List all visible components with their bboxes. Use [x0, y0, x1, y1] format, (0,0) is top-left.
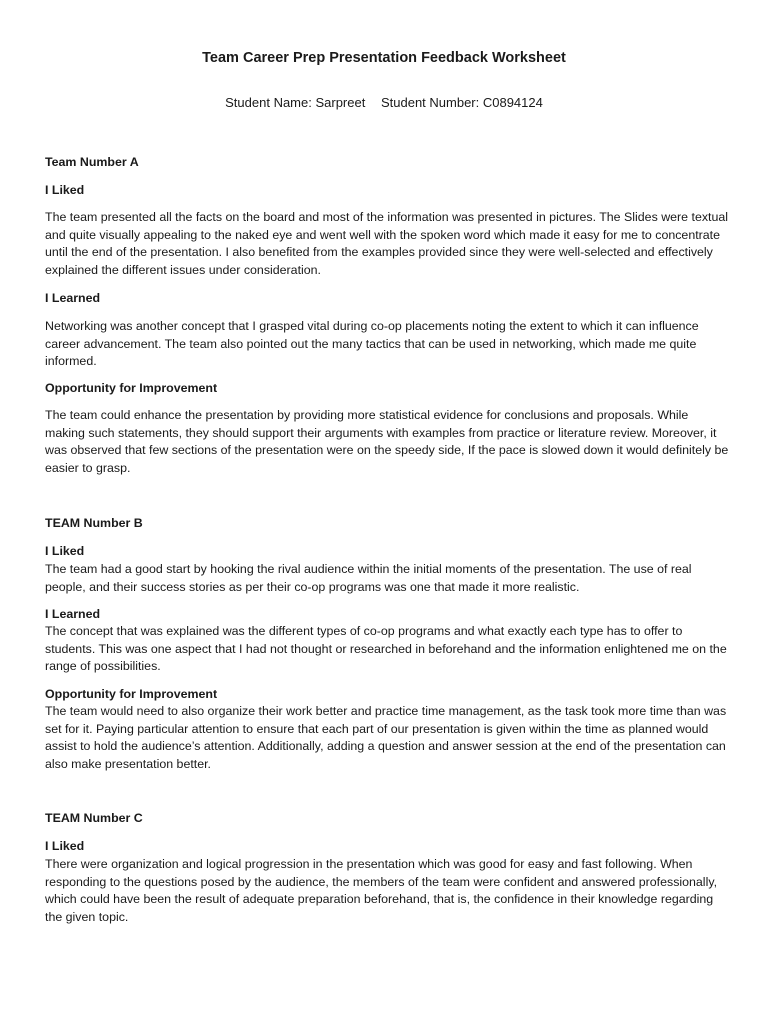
- student-number: Student Number: C0894124: [380, 95, 543, 110]
- team-a-improve-heading: Opportunity for Improvement: [45, 381, 218, 395]
- team-c-liked-heading: I Liked: [45, 839, 85, 853]
- team-b-learned-text: The concept that was explained was the different types of co-op programs and what exactly each type has to offer to students. This was one aspect that I had not thought or researched in beforehand and the information enlightened me on the range of possibilities.: [45, 624, 727, 673]
- team-a-improve-text: The team could enhance the presentation by providing more statistical evidence for conclusions and proposals. While making such statements, they should support their arguments with examples from practice or literature review. Moreover, it was observed that few sections of the presentation were on the speedy side, If the pace is slowed down it would definitely be easier to grasp.: [45, 408, 729, 475]
- team-a-learned-text: Networking was another concept that I grasped vital during co-op placements noting the extent to which it can influence career advancement. The team also pointed out the many tactics that can be used in networking, which made me quite informed.: [45, 319, 699, 368]
- team-b-heading: TEAM Number B: [45, 516, 143, 530]
- team-c-heading: TEAM Number C: [45, 811, 143, 825]
- student-info: [0, 95, 768, 110]
- team-a-heading: Team Number A: [45, 155, 139, 169]
- team-b-improve-heading: Opportunity for Improvement: [45, 687, 218, 701]
- team-b-learned-heading: I Learned: [45, 607, 101, 621]
- document-title: Team Career Prep Presentation Feedback Worksheet: [202, 50, 566, 66]
- team-c-liked-text: There were organization and logical progression in the presentation which was good for easy and fast following. When responding to the questions posed by the audience, the members of the team were confident and answered professionally, which could have been the result of adequate preparation beforehand, that is, the confidence in their knowledge regarding the given topic.: [45, 857, 718, 924]
- student-name: Student Name: Sarpreet: [225, 95, 366, 110]
- team-b-liked-heading: I Liked: [45, 544, 85, 558]
- team-a-learned-heading: I Learned: [45, 291, 101, 305]
- team-b-improve-text: The team would need to also organize their work better and practice time management, as the task took more time than was set for it. Paying particular attention to ensure that each part of our presentation is given within the time as planned would assist to hold the audience’s attention. Additionally, adding a question and answer session at the end of the presentation can also make presentation better.: [45, 704, 727, 771]
- team-a-liked-text: The team presented all the facts on the board and most of the information was presented in pictures. The Slides were textual and quite visually appealing to the naked eye and went well with the spoken word which made it easy for me to concentrate until the end of the presentation. I also benefited from the examples provided since they were well-selected and effectively explained the different issues under consideration.: [45, 210, 729, 277]
- team-a-liked-heading: I Liked: [45, 183, 85, 197]
- team-b-liked-text: The team had a good start by hooking the rival audience within the initial moments of the presentation. The use of real people, and their success stories as per their co-op programs was one that made it more realistic.: [45, 562, 692, 594]
